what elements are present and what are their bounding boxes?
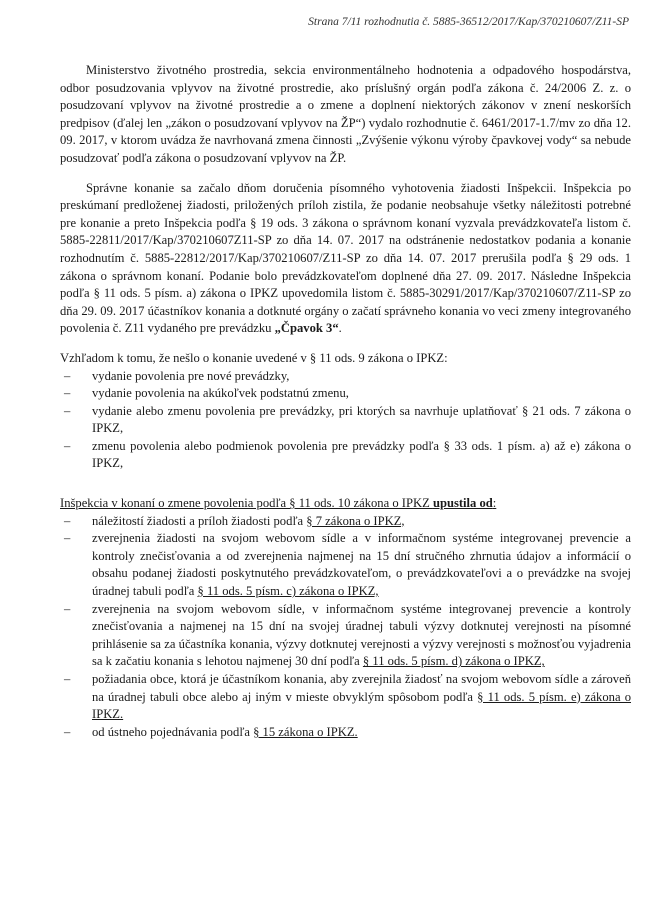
waived-intro: Inšpekcia v konaní o zmene povolenia podľa § 11 ods. 10 zákona o IPKZ bbox=[60, 496, 433, 511]
document-body bbox=[60, 62, 631, 741]
paragraph-consideration: Vzhľadom k tomu, že nešlo o konanie uvedené v § 11 ods. 9 zákona o IPKZ: bbox=[60, 350, 448, 365]
list-item-text: zverejnenia žiadosti na svojom webovom sídle a v informačnom systéme integrovanej prevencie a kontroly znečisťovania a od zverejnenia najmenej na 15 dní stručného zhrnutia údajov a informácií o obsahu podanej žiadosti poskytnutého prevádzkovateľom, o prevádzkovateľovi a o prevádzke na svojej úradnej tabuli podľa bbox=[92, 531, 631, 599]
list-item-text: náležitostí žiadosti a príloh žiadosti podľa bbox=[92, 513, 307, 528]
waived-bold: upustila od bbox=[432, 496, 493, 511]
waived-colon: : bbox=[492, 496, 497, 511]
list-item bbox=[60, 724, 631, 742]
list-not-applicable bbox=[60, 368, 631, 474]
legal-reference: § 15 zákona o IPKZ. bbox=[253, 724, 358, 739]
list-item: – vydanie povolenia na akúkoľvek podstatnú zmenu, bbox=[60, 385, 631, 403]
list-item bbox=[60, 513, 631, 531]
list-item bbox=[60, 530, 631, 600]
list-item: – zmenu povolenia alebo podmienok povolenia pre prevádzky podľa § 33 ods. 1 písm. a) až e) zákona o IPKZ, bbox=[60, 438, 631, 473]
legal-reference: § 11 ods. 5 písm. d) zákona o IPKZ, bbox=[362, 654, 545, 669]
list-item-text: zverejnenia na svojom webovom sídle, v informačnom systéme integrovanej prevencie a kontroly znečisťovania a najmenej na 15 dní na svojej úradnej tabuli výzvy dotknutej verejnosti na písomné prihlásenie sa za účastníka konania, výzvy dotknutej verejnosti a výzvy verejnosti s možnosťou vyjadrenia sa k začatiu konania s lehotou najmenej 30 dní podľa bbox=[92, 601, 631, 669]
paragraph-waived bbox=[60, 495, 631, 513]
legal-reference: § 11 ods. 5 písm. c) zákona o IPKZ, bbox=[197, 584, 379, 599]
paragraph-ministry-decision: Ministerstvo životného prostredia, sekcia environmentálneho hodnotenia a odpadového hospodárstva, odbor posudzovania vplyvov na životné prostredie, ako príslušný orgán podľa zákona č. 24/2006 Z. z. o posudzovaní vplyvov na životné prostredie a o zmene a doplnení niektorých zákonov v znení neskorších predpisov (ďalej len „zákon o posudzovaní vplyvov na ŽP“) vydalo rozhodnutie č. 6461/2017-1.7/mv zo dňa 12. 09. 2017, v ktorom uvádza že navrhovaná zmena činnosti „Zvýšenie výkonu výroby čpavkovej vody“ sa nebude posudzovať podľa zákona o posudzovaní vplyvov na ŽP. bbox=[60, 63, 631, 165]
list-item-text: od ústneho pojednávania podľa bbox=[92, 724, 254, 739]
paragraph-proceedings bbox=[60, 180, 631, 338]
list-item-text: požiadania obce, ktorá je účastníkom konania, aby zverejnila žiadosť na svojom webovom sídle a zároveň na úradnej tabuli obce alebo aj iným v mieste obvyklým spôsobom podľa bbox=[92, 672, 631, 704]
legal-reference: § 7 zákona o IPKZ, bbox=[306, 513, 405, 528]
list-item bbox=[60, 601, 631, 671]
page-header: Strana 7/11 rozhodnutia č. 5885-36512/2017/Kap/370210607/Z11-SP bbox=[308, 16, 629, 28]
facility-name: „Čpavok 3“ bbox=[274, 321, 339, 336]
list-item: – vydanie povolenia pre nové prevádzky, bbox=[60, 368, 631, 386]
proceedings-text: Správne konanie sa začalo dňom doručenia písomného vyhotovenia žiadosti Inšpekcii. Inšpekcia po preskúmaní predloženej žiadosti, priložených príloh zistila, že podanie neobsahuje všetky náležitosti potrebné pre konanie a preto Inšpekcia podľa § 19 ods. 3 zákona o správnom konaní vyzvala prevádzkovateľa listom č. 5885-22811/2017/Kap/370210607Z11-SP zo dňa 14. 07. 2017 na odstránenie nedostatkov podania a konanie rozhodnutím č. 5885-22812/2017/Kap/370210607/Z11-SP zo dňa 14. 07. 2017 prerušila podľa § 29 ods. 1 zákona o správnom konaní. Podanie bolo prevádzkovateľom doplnené dňa 27. 09. 2017. Následne Inšpekcia podľa § 11 ods. 5 písm. a) zákona o IPKZ upovedomila listom č. 5885-30291/2017/Kap/370210607/Z11-SP zo dňa 29. 09. 2017 účastníkov konania a dotknuté orgány o začatí správneho konania vo veci zmeny integrovaného povolenia č. Z11 vydaného pre prevádzku bbox=[60, 180, 631, 336]
list-waived bbox=[60, 513, 631, 742]
list-item: – vydanie alebo zmenu povolenia pre prevádzky, pri ktorých sa navrhuje uplatňovať § 21 ods. 7 zákona o IPKZ, bbox=[60, 403, 631, 438]
list-item bbox=[60, 671, 631, 724]
proceedings-end: . bbox=[338, 321, 342, 336]
legal-reference: § 11 ods. 5 písm. e) zákona o IPKZ. bbox=[92, 689, 631, 722]
